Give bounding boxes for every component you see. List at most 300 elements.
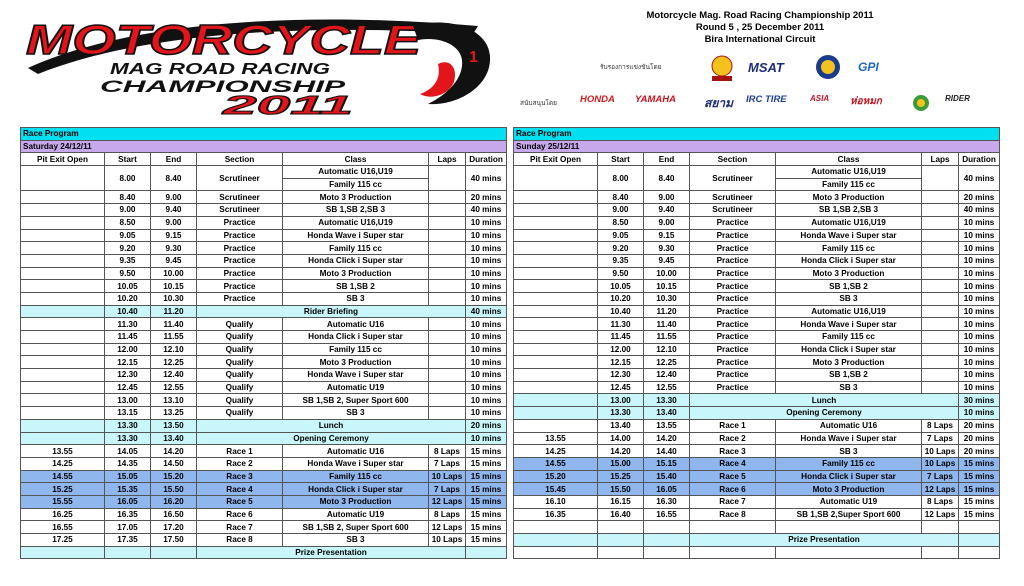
- pit-exit-cell: [514, 343, 598, 356]
- start-cell: 15.05: [105, 470, 151, 483]
- pit-exit-cell: 14.55: [21, 470, 105, 483]
- duration-cell: 10 mins: [959, 305, 1000, 318]
- laps-cell: 10 Laps: [922, 457, 959, 470]
- pit-exit-cell: [21, 381, 105, 394]
- end-cell: 11.40: [151, 318, 197, 331]
- duration-cell: 10 mins: [959, 343, 1000, 356]
- pit-exit-cell: [514, 407, 598, 420]
- organizers-label: รับรองการแข่งขันโดย: [600, 64, 662, 71]
- end-cell: 11.20: [644, 305, 690, 318]
- start-cell: 10.20: [105, 292, 151, 305]
- end-cell: 17.50: [151, 534, 197, 547]
- laps-cell: [429, 229, 466, 242]
- duration-cell: 10 mins: [959, 267, 1000, 280]
- duration-cell: 10 mins: [466, 229, 507, 242]
- schedule-row: [21, 356, 507, 369]
- duration-header: Duration: [959, 153, 1000, 166]
- duration-cell: 40 mins: [466, 204, 507, 217]
- class-header: Class: [776, 153, 922, 166]
- section-cell: Race 7: [197, 521, 283, 534]
- end-cell: 16.55: [644, 508, 690, 521]
- section-cell: Practice: [690, 369, 776, 382]
- duration-cell: 10 mins: [466, 407, 507, 420]
- laps-cell: [922, 166, 959, 191]
- schedule-row: [21, 407, 507, 420]
- duration-cell: 15 mins: [959, 483, 1000, 496]
- start-cell: [598, 546, 644, 559]
- laps-cell: [429, 191, 466, 204]
- class-cell: Family 115 cc: [776, 457, 922, 470]
- end-cell: 9.00: [151, 191, 197, 204]
- laps-cell: [922, 242, 959, 255]
- section-cell: Practice: [690, 242, 776, 255]
- pit-exit-cell: 15.20: [514, 470, 598, 483]
- end-cell: 11.55: [644, 331, 690, 344]
- laps-cell: [922, 381, 959, 394]
- pit-exit-cell: 14.25: [514, 445, 598, 458]
- pit-exit-cell: [21, 432, 105, 445]
- start-cell: 13.30: [598, 407, 644, 420]
- start-cell: 16.35: [105, 508, 151, 521]
- schedule-row: [21, 369, 507, 382]
- duration-cell: 10 mins: [466, 369, 507, 382]
- class-cell: SB 3: [283, 292, 429, 305]
- irc-tire-logo: IRC TIRE: [746, 94, 787, 105]
- laps-cell: [922, 292, 959, 305]
- rider-logo: RIDER: [945, 94, 970, 103]
- class-cell: Moto 3 Production: [776, 191, 922, 204]
- start-cell: 8.00: [105, 166, 151, 191]
- start-cell: 12.45: [105, 381, 151, 394]
- schedule-row: [514, 166, 1000, 179]
- sports-authority-emblem-icon: [706, 54, 738, 82]
- laps-cell: [429, 407, 466, 420]
- pit-exit-cell: [514, 204, 598, 217]
- end-cell: 8.40: [644, 166, 690, 191]
- schedule-row: [21, 242, 507, 255]
- laps-cell: 8 Laps: [922, 495, 959, 508]
- section-cell: Practice: [690, 318, 776, 331]
- duration-cell: 10 mins: [466, 318, 507, 331]
- schedule-row: [514, 407, 1000, 420]
- end-cell: 11.40: [644, 318, 690, 331]
- pit-exit-cell: 14.55: [514, 457, 598, 470]
- duration-cell: 10 mins: [466, 280, 507, 293]
- schedule-row: [21, 381, 507, 394]
- start-cell: 9.00: [598, 204, 644, 217]
- schedule-row: [514, 508, 1000, 521]
- end-cell: 12.10: [151, 343, 197, 356]
- schedule-row: [514, 318, 1000, 331]
- duration-cell: 10 mins: [959, 356, 1000, 369]
- laps-cell: [922, 191, 959, 204]
- section-cell: Qualify: [197, 381, 283, 394]
- schedule-row: [21, 457, 507, 470]
- laps-cell: [922, 343, 959, 356]
- end-cell: 14.50: [151, 457, 197, 470]
- event-round-date: Round 5 , 25 December 2011: [695, 22, 825, 33]
- schedule-row: [514, 331, 1000, 344]
- pit-exit-cell: [514, 394, 598, 407]
- section-cell: Race 5: [197, 495, 283, 508]
- laps-cell: [429, 381, 466, 394]
- start-cell: 12.45: [598, 381, 644, 394]
- laps-cell: [922, 521, 959, 534]
- end-cell: [644, 534, 690, 547]
- laps-cell: [429, 331, 466, 344]
- pit-exit-cell: [514, 216, 598, 229]
- laps-cell: [922, 331, 959, 344]
- pit-exit-cell: [514, 267, 598, 280]
- event-venue: Bira International Circuit: [704, 34, 816, 45]
- section-cell: Qualify: [197, 369, 283, 382]
- end-cell: 10.15: [644, 280, 690, 293]
- section-cell: Practice: [197, 267, 283, 280]
- championship-logo: [18, 8, 498, 116]
- start-cell: 9.35: [105, 254, 151, 267]
- section-cell: Practice: [690, 331, 776, 344]
- organizers-strip: [600, 52, 900, 86]
- schedule-row: [514, 280, 1000, 293]
- class-cell: SB 3: [776, 445, 922, 458]
- start-cell: 17.35: [105, 534, 151, 547]
- class-cell: Honda Click i Super star: [283, 483, 429, 496]
- duration-cell: 10 mins: [466, 394, 507, 407]
- duration-cell: 15 mins: [466, 534, 507, 547]
- pit-exit-cell: [514, 534, 598, 547]
- class-cell: Honda Wave i Super star: [776, 318, 922, 331]
- class-header: Class: [283, 153, 429, 166]
- span-label-cell: Prize Presentation: [690, 534, 959, 547]
- duration-cell: 10 mins: [466, 292, 507, 305]
- pit-exit-cell: [514, 331, 598, 344]
- schedule-row: [21, 508, 507, 521]
- section-cell: Practice: [690, 381, 776, 394]
- start-cell: 13.15: [105, 407, 151, 420]
- duration-cell: 20 mins: [959, 445, 1000, 458]
- class-cell: Moto 3 Production: [283, 267, 429, 280]
- duration-cell: 15 mins: [466, 508, 507, 521]
- end-cell: 10.00: [151, 267, 197, 280]
- end-cell: 9.15: [151, 229, 197, 242]
- laps-cell: [922, 369, 959, 382]
- class-cell: Automatic U19: [283, 508, 429, 521]
- section-cell: Qualify: [197, 394, 283, 407]
- saturday-schedule-body: [21, 128, 507, 559]
- end-header: End: [151, 153, 197, 166]
- pit-exit-cell: [514, 419, 598, 432]
- start-cell: 15.50: [598, 483, 644, 496]
- section-cell: Practice: [197, 280, 283, 293]
- pit-exit-cell: [514, 166, 598, 191]
- section-cell: Race 7: [690, 495, 776, 508]
- schedule-row: [21, 280, 507, 293]
- laps-cell: [922, 305, 959, 318]
- schedule-row: [21, 495, 507, 508]
- duration-cell: 10 mins: [959, 369, 1000, 382]
- end-cell: 9.00: [644, 216, 690, 229]
- section-cell: [690, 546, 776, 559]
- schedule-row: [514, 242, 1000, 255]
- pit-exit-cell: [21, 546, 105, 559]
- start-header: Start: [598, 153, 644, 166]
- pit-exit-cell: [21, 343, 105, 356]
- section-cell: Practice: [690, 305, 776, 318]
- logo-word-mag-road-racing: MAG ROAD RACING: [110, 61, 330, 78]
- program-title-row: [21, 128, 507, 141]
- start-cell: 11.30: [105, 318, 151, 331]
- laps-cell: 10 Laps: [429, 470, 466, 483]
- class-cell: Honda Click i Super star: [776, 470, 922, 483]
- sunday-schedule-body: [514, 128, 1000, 559]
- laps-cell: [429, 204, 466, 217]
- start-cell: 10.20: [598, 292, 644, 305]
- column-header-row: [514, 153, 1000, 166]
- schedule-row: [514, 457, 1000, 470]
- start-cell: 12.15: [105, 356, 151, 369]
- section-cell: Qualify: [197, 331, 283, 344]
- pit-exit-cell: 16.10: [514, 495, 598, 508]
- end-cell: 13.30: [644, 394, 690, 407]
- start-cell: 16.15: [598, 495, 644, 508]
- end-cell: 13.10: [151, 394, 197, 407]
- schedule-row: [514, 445, 1000, 458]
- duration-cell: 10 mins: [959, 242, 1000, 255]
- sponsor-thai-logo: ห่อหมก: [850, 96, 882, 107]
- section-cell: Race 3: [197, 470, 283, 483]
- section-cell: Race 2: [690, 432, 776, 445]
- start-cell: 10.40: [598, 305, 644, 318]
- section-cell: Qualify: [197, 356, 283, 369]
- class-cell: Honda Click i Super star: [776, 343, 922, 356]
- class-cell: Honda Click i Super star: [776, 254, 922, 267]
- schedule-row: [514, 470, 1000, 483]
- start-cell: 8.40: [105, 191, 151, 204]
- pit-exit-cell: 14.25: [21, 457, 105, 470]
- schedule-row: [21, 166, 507, 179]
- class-cell: Honda Wave i Super star: [283, 369, 429, 382]
- end-cell: 12.40: [151, 369, 197, 382]
- duration-cell: 15 mins: [466, 457, 507, 470]
- end-cell: 12.25: [151, 356, 197, 369]
- span-label-cell: Rider Briefing: [197, 305, 466, 318]
- class-cell: Honda Wave i Super star: [283, 229, 429, 242]
- duration-cell: 15 mins: [959, 508, 1000, 521]
- section-cell: Qualify: [197, 343, 283, 356]
- pit-exit-cell: 13.55: [21, 445, 105, 458]
- section-cell: Race 4: [690, 457, 776, 470]
- pit-exit-cell: [21, 305, 105, 318]
- section-cell: Race 6: [197, 508, 283, 521]
- pit-exit-cell: [21, 369, 105, 382]
- end-cell: 14.20: [151, 445, 197, 458]
- end-cell: 12.55: [151, 381, 197, 394]
- pit-exit-header: Pit Exit Open: [21, 153, 105, 166]
- class-cell: SB 1,SB 2, Super Sport 600: [283, 394, 429, 407]
- duration-cell: 10 mins: [959, 318, 1000, 331]
- end-cell: 11.20: [151, 305, 197, 318]
- end-cell: 9.40: [644, 204, 690, 217]
- class-cell: Automatic U16: [283, 445, 429, 458]
- section-cell: Practice: [690, 254, 776, 267]
- start-cell: 10.05: [105, 280, 151, 293]
- duration-cell: 15 mins: [466, 445, 507, 458]
- start-cell: 11.45: [598, 331, 644, 344]
- duration-cell: 10 mins: [959, 331, 1000, 344]
- schedule-row: [21, 204, 507, 217]
- duration-cell: 10 mins: [466, 267, 507, 280]
- class-cell: SB 1,SB 2,Super Sport 600: [776, 508, 922, 521]
- pit-exit-cell: [21, 229, 105, 242]
- end-cell: 16.20: [151, 495, 197, 508]
- span-label-cell: Opening Ceremony: [197, 432, 466, 445]
- laps-cell: [922, 356, 959, 369]
- class-cell: Automatic U19: [776, 495, 922, 508]
- duration-cell: 15 mins: [466, 483, 507, 496]
- section-cell: Race 2: [197, 457, 283, 470]
- laps-cell: [429, 166, 466, 191]
- section-cell: Race 3: [690, 445, 776, 458]
- end-cell: 12.25: [644, 356, 690, 369]
- pit-exit-cell: [21, 166, 105, 191]
- end-cell: 11.55: [151, 331, 197, 344]
- day-header-row: [21, 140, 507, 153]
- start-cell: 11.45: [105, 331, 151, 344]
- span-label-cell: Lunch: [690, 394, 959, 407]
- pit-exit-cell: 15.55: [21, 495, 105, 508]
- class-cell: Family 115 cc: [776, 331, 922, 344]
- logo-word-motorcycle: MOTORCYCLE: [26, 16, 424, 63]
- gpi-logo: GPI: [858, 60, 879, 74]
- pit-exit-cell: [21, 254, 105, 267]
- class-cell: Family 115 cc: [283, 242, 429, 255]
- section-cell: Qualify: [197, 318, 283, 331]
- schedule-row: [21, 534, 507, 547]
- end-cell: 9.45: [151, 254, 197, 267]
- start-cell: 16.05: [105, 495, 151, 508]
- schedule-row: [514, 369, 1000, 382]
- start-cell: 9.35: [598, 254, 644, 267]
- section-cell: Scrutineer: [197, 166, 283, 191]
- class-cell: Family 115 cc: [776, 178, 922, 191]
- laps-cell: 10 Laps: [922, 445, 959, 458]
- pit-exit-cell: [21, 419, 105, 432]
- section-cell: Practice: [197, 216, 283, 229]
- laps-cell: [429, 242, 466, 255]
- class-cell: Honda Click i Super star: [283, 254, 429, 267]
- end-cell: 15.40: [644, 470, 690, 483]
- pit-exit-cell: [21, 191, 105, 204]
- section-cell: Qualify: [197, 407, 283, 420]
- laps-cell: [429, 369, 466, 382]
- duration-cell: 10 mins: [959, 292, 1000, 305]
- column-header-row: [21, 153, 507, 166]
- class-cell: Moto 3 Production: [776, 356, 922, 369]
- schedule-row: [514, 495, 1000, 508]
- logo-badge-number: 1: [469, 49, 478, 66]
- start-cell: 10.40: [105, 305, 151, 318]
- section-cell: Race 5: [690, 470, 776, 483]
- pit-exit-cell: [514, 242, 598, 255]
- section-cell: Practice: [197, 242, 283, 255]
- schedule-row: [514, 292, 1000, 305]
- duration-cell: 30 mins: [959, 394, 1000, 407]
- laps-cell: [429, 267, 466, 280]
- class-cell: Family 115 cc: [776, 242, 922, 255]
- pit-exit-cell: [514, 292, 598, 305]
- laps-cell: 12 Laps: [429, 495, 466, 508]
- duration-cell: 40 mins: [466, 305, 507, 318]
- round-emblem-icon: [815, 54, 841, 80]
- schedule-row: [21, 470, 507, 483]
- class-cell: Honda Wave i Super star: [776, 229, 922, 242]
- section-cell: Practice: [690, 229, 776, 242]
- start-cell: 14.35: [105, 457, 151, 470]
- day-header: Sunday 25/12/11: [514, 140, 1000, 153]
- logo-word-championship: CHAMPIONSHIP: [100, 77, 347, 96]
- schedule-row: [21, 292, 507, 305]
- pit-exit-cell: [21, 292, 105, 305]
- start-cell: 15.35: [105, 483, 151, 496]
- schedule-row: [21, 267, 507, 280]
- laps-cell: [922, 204, 959, 217]
- section-cell: Practice: [690, 343, 776, 356]
- class-cell: SB 1,SB 2: [776, 280, 922, 293]
- section-cell: [690, 521, 776, 534]
- end-cell: 12.40: [644, 369, 690, 382]
- program-title: Race Program: [514, 128, 1000, 141]
- duration-cell: 10 mins: [959, 280, 1000, 293]
- duration-cell: 10 mins: [959, 407, 1000, 420]
- schedule-row: [21, 394, 507, 407]
- schedule-row: [514, 356, 1000, 369]
- start-cell: 15.25: [598, 470, 644, 483]
- section-header: Section: [197, 153, 283, 166]
- end-cell: 10.30: [644, 292, 690, 305]
- pit-exit-cell: [21, 394, 105, 407]
- section-cell: Race 6: [690, 483, 776, 496]
- duration-cell: 20 mins: [959, 432, 1000, 445]
- schedule-row: [514, 432, 1000, 445]
- day-header: Saturday 24/12/11: [21, 140, 507, 153]
- class-cell: Family 115 cc: [283, 343, 429, 356]
- schedule-row: [21, 343, 507, 356]
- end-cell: 17.20: [151, 521, 197, 534]
- section-cell: Practice: [197, 229, 283, 242]
- pit-exit-cell: [514, 546, 598, 559]
- day-header-row: [514, 140, 1000, 153]
- section-cell: Scrutineer: [690, 166, 776, 191]
- sponsors-strip: [520, 88, 1000, 124]
- duration-cell: [959, 521, 1000, 534]
- class-cell: [776, 546, 922, 559]
- span-label-cell: Prize Presentation: [197, 546, 466, 559]
- duration-cell: 15 mins: [466, 470, 507, 483]
- class-cell: Moto 3 Production: [776, 267, 922, 280]
- pit-exit-header: Pit Exit Open: [514, 153, 598, 166]
- laps-cell: [922, 280, 959, 293]
- duration-cell: 15 mins: [959, 495, 1000, 508]
- start-cell: 8.00: [598, 166, 644, 191]
- schedule-row: [514, 521, 1000, 534]
- pit-exit-cell: 17.25: [21, 534, 105, 547]
- schedule-row: [21, 419, 507, 432]
- class-cell: SB 3: [776, 381, 922, 394]
- start-cell: 13.00: [105, 394, 151, 407]
- class-cell: Automatic U16: [283, 318, 429, 331]
- pit-exit-cell: 15.25: [21, 483, 105, 496]
- schedule-row: [21, 318, 507, 331]
